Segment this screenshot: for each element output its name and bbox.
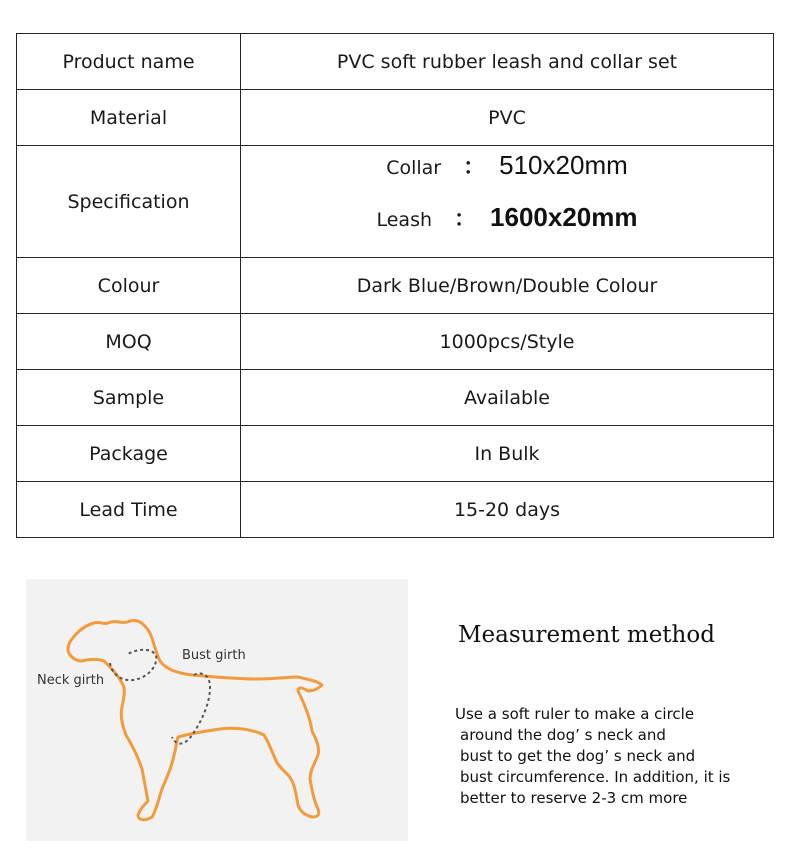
row-value: In Bulk (241, 426, 774, 482)
dog-measurement-illustration (26, 579, 408, 841)
table-row (17, 314, 774, 370)
row-label: Material (17, 90, 241, 146)
leash-separator: ： (454, 206, 477, 232)
neck-girth-label: Neck girth (37, 673, 105, 688)
spec-table (16, 33, 774, 538)
row-label: Specification (17, 146, 241, 258)
collar-spec (241, 150, 773, 202)
measurement-method-title: Measurement method (458, 622, 715, 648)
table-row (17, 482, 774, 538)
row-value: 1000pcs/Style (241, 314, 774, 370)
table-row (17, 90, 774, 146)
row-value: PVC soft rubber leash and collar set (241, 34, 774, 90)
measurement-method-text (455, 704, 775, 809)
method-line: bust circumference. In addition, it is (460, 768, 731, 786)
row-label: Lead Time (17, 482, 241, 538)
method-line: bust to get the dog’ s neck and (460, 747, 696, 765)
table-row (17, 370, 774, 426)
leash-key: Leash (376, 208, 433, 231)
dog-outline-icon (26, 579, 408, 841)
row-value: Available (241, 370, 774, 426)
row-value: 15-20 days (241, 482, 774, 538)
method-line: better to reserve 2-3 cm more (460, 789, 688, 807)
collar-key: Collar (386, 156, 442, 179)
row-label: Colour (17, 258, 241, 314)
specification-values (241, 146, 774, 258)
row-value: Dark Blue/Brown/Double Colour (241, 258, 774, 314)
row-value: PVC (241, 90, 774, 146)
method-line: around the dog’ s neck and (460, 726, 666, 744)
row-label: MOQ (17, 314, 241, 370)
table-row (17, 426, 774, 482)
table-row (17, 258, 774, 314)
table-row-specification (17, 146, 774, 258)
row-label: Package (17, 426, 241, 482)
leash-value: 1600x20mm (490, 201, 638, 232)
collar-separator: ： (463, 154, 486, 180)
table-row (17, 34, 774, 90)
row-label: Sample (17, 370, 241, 426)
method-line: Use a soft ruler to make a circle (455, 705, 695, 723)
row-label: Product name (17, 34, 241, 90)
leash-spec (241, 202, 773, 254)
bust-girth-label: Bust girth (182, 648, 246, 663)
collar-value: 510x20mm (499, 149, 628, 180)
